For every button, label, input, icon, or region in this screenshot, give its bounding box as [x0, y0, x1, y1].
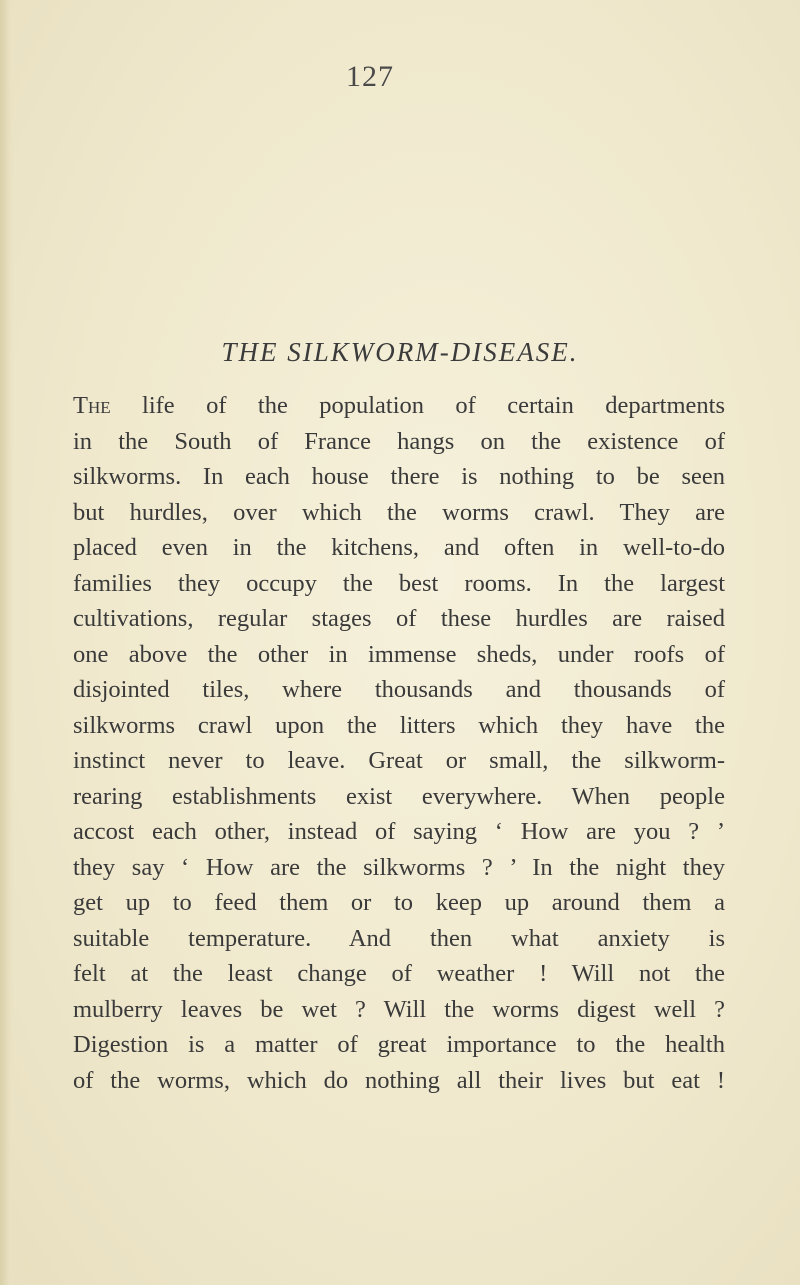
text-line: in the South of France hangs on the existence of [73, 427, 725, 455]
text-line: instinct never to leave. Great or small, the silkworm- [73, 747, 725, 774]
text-line: Digestion is a matter of great importance to the health [73, 1031, 725, 1058]
body-paragraph [73, 388, 725, 1098]
chapter-title: THE SILKWORM-DISEASE. [221, 337, 579, 367]
page-left-edge-shadow [0, 0, 14, 1285]
text-line: disjointed tiles, where thousands and thousands of [73, 676, 725, 703]
text-line: suitable temperature. And then what anxiety is [73, 924, 725, 952]
text-line: families they occupy the best rooms. In the largest [73, 569, 725, 597]
text-line: accost each other, instead of saying ‘ How are you ? ’ [73, 818, 725, 845]
text-line: but hurdles, over which the worms crawl. They are [73, 498, 725, 526]
text-line: of the worms, which do nothing all their lives but eat ! [73, 1066, 725, 1094]
text-line: get up to feed them or to keep up around them a [73, 889, 725, 916]
text-line-content: life of the population of certain departments [110, 392, 725, 419]
page-number: 127 [346, 60, 394, 93]
text-line: placed even in the kitchens, and often in well-to-do [73, 534, 725, 561]
text-line [73, 388, 725, 424]
text-line: felt at the least change of weather ! Will not the [73, 960, 725, 987]
first-word: The [73, 392, 111, 419]
text-line: silkworms crawl upon the litters which they have the [73, 711, 725, 739]
text-line: rearing establishments exist everywhere. When people [73, 782, 725, 810]
text-line: mulberry leaves be wet ? Will the worms digest well ? [73, 995, 725, 1023]
text-line: cultivations, regular stages of these hurdles are raised [73, 605, 725, 632]
text-line: one above the other in immense sheds, under roofs of [73, 640, 725, 668]
text-line: they say ‘ How are the silkworms ? ’ In the night they [73, 853, 725, 881]
text-line: silkworms. In each house there is nothing to be seen [73, 463, 725, 490]
